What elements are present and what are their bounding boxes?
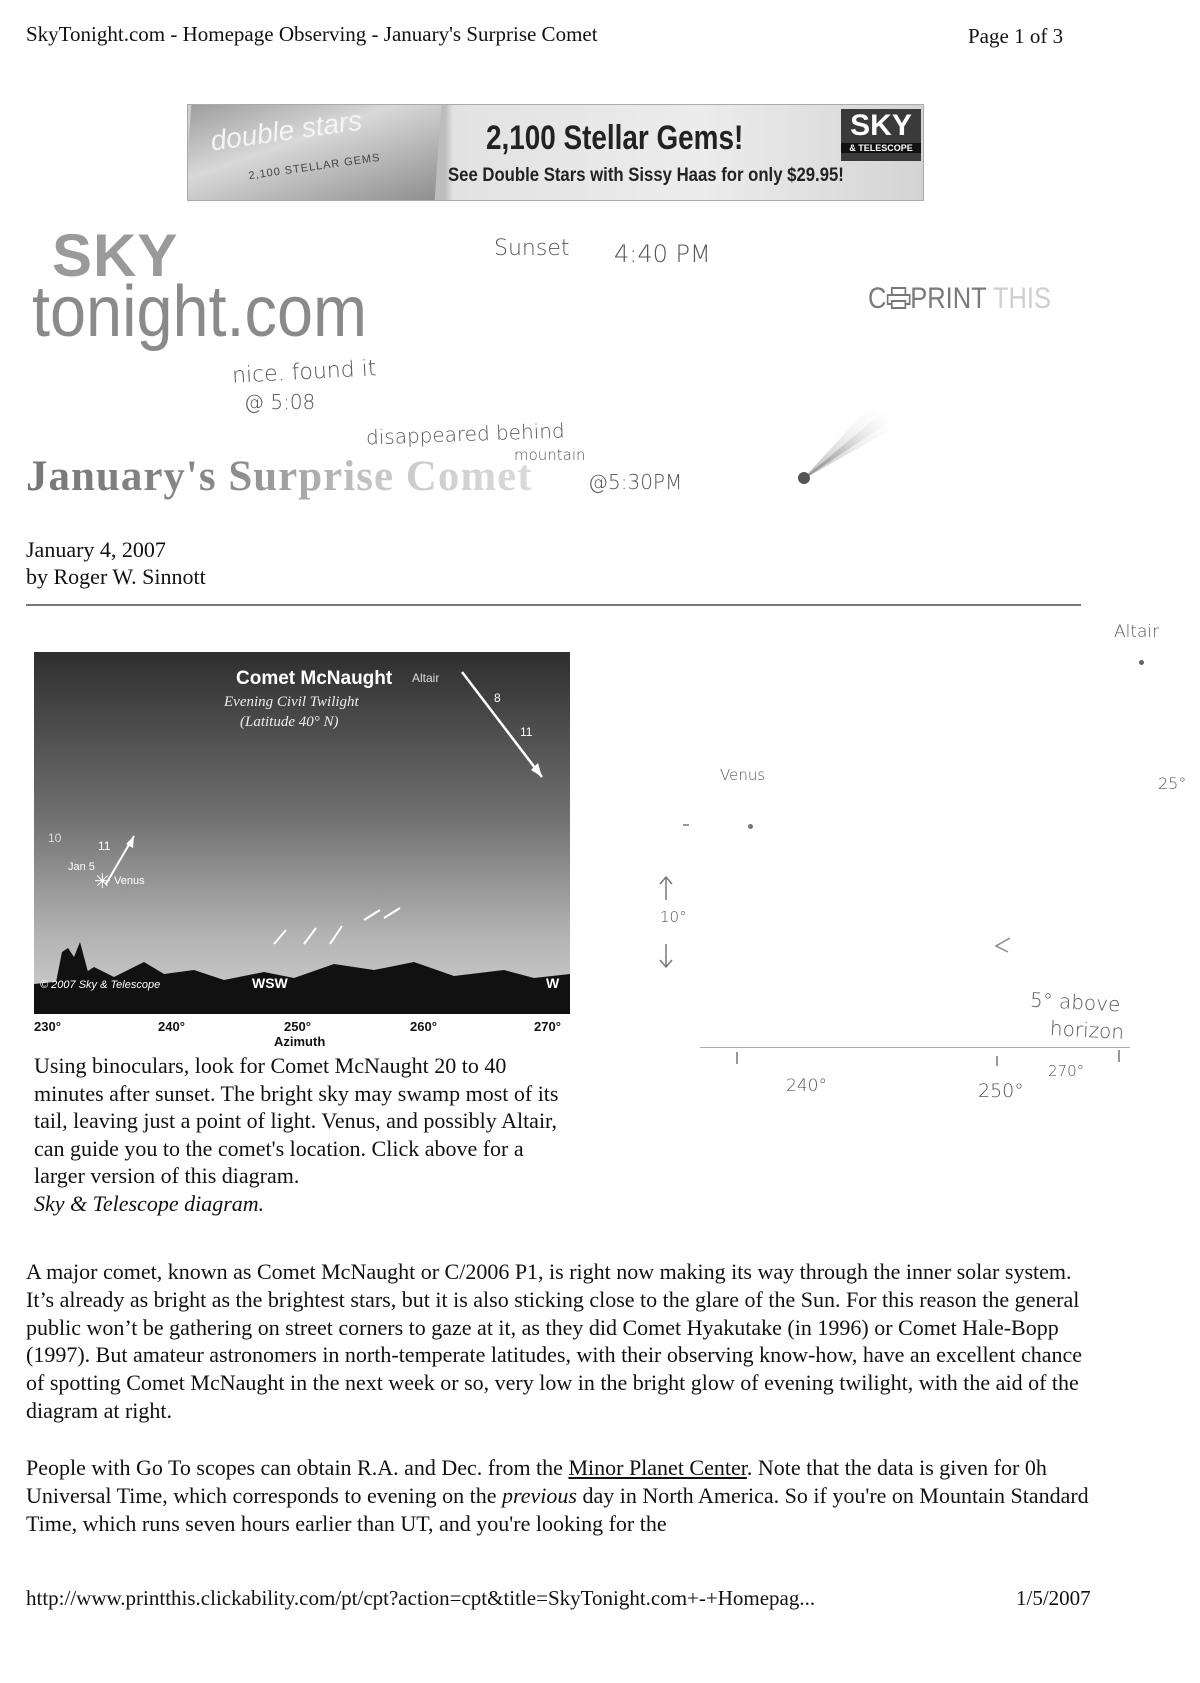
paragraph-2-c: day in North America. So if you're on Mountain Standard Time, which runs seven hours earlier than UT, and you're looking for the <box>26 1482 1089 1536</box>
note-deg270: 270° <box>1048 1062 1085 1080</box>
tick-250 <box>996 1056 998 1066</box>
comet-pointer-icon <box>990 934 1014 959</box>
article-date: January 4, 2007 <box>26 537 166 562</box>
note-altair: Altair <box>1114 622 1160 642</box>
up-arrow-icon <box>656 874 676 907</box>
figure-compass-w: W <box>546 975 560 991</box>
book-title: double stars <box>208 104 364 157</box>
article-author: by Roger W. Sinnott <box>26 564 206 589</box>
document-title: SkyTonight.com - Homepage Observing - January's Surprise Comet <box>26 22 598 46</box>
figure-title: Comet McNaught <box>236 668 393 689</box>
azimuth-tick-260: 260° <box>410 1019 437 1034</box>
print-this-c: C <box>868 282 887 315</box>
figure-caption <box>34 1052 579 1217</box>
figure-copyright: © 2007 Sky & Telescope <box>40 979 161 991</box>
footer-date: 1/5/2007 <box>1016 1586 1091 1610</box>
note-deg10: 10° <box>660 908 687 926</box>
note-nice-time: @ 5:08 <box>244 390 316 414</box>
azimuth-tick-250: 250° <box>284 1019 311 1034</box>
divider <box>26 604 1081 606</box>
figure-subtitle-2: (Latitude 40° N) <box>240 714 339 730</box>
figure-label-10: 10 <box>48 831 62 845</box>
sky-logo-main: SKY <box>850 109 912 142</box>
article-byline <box>26 536 206 590</box>
paragraph-2-a: People with Go To scopes can obtain R.A. and Dec. from the <box>26 1455 569 1480</box>
page-indicator: Page 1 of 3 <box>968 24 1064 48</box>
sky-telescope-logo <box>841 109 921 161</box>
note-mountain: mountain <box>514 446 586 464</box>
site-logo-tonight[interactable]: tonight.com <box>32 272 367 352</box>
note-disappeared: disappeared behind <box>365 418 565 450</box>
caption-credit: Sky & Telescope diagram. <box>34 1190 265 1216</box>
minor-planet-center-link[interactable]: Minor Planet Center <box>568 1455 747 1480</box>
figure-label-8: 8 <box>494 691 501 705</box>
altair-dot <box>1139 660 1144 665</box>
azimuth-axis-label: Azimuth <box>274 1034 326 1048</box>
down-arrow-icon <box>656 942 676 975</box>
note-deg25: 25° <box>1158 774 1187 793</box>
sky-logo-sub: & TELESCOPE <box>841 143 921 153</box>
azimuth-tick-230: 230° <box>34 1019 61 1034</box>
ad-subline: See Double Stars with Sissy Haas for only $29.95! <box>448 165 844 186</box>
note-venus: Venus <box>720 766 766 784</box>
figure-compass-wsw: WSW <box>252 975 288 991</box>
figure-label-11b: 11 <box>98 839 111 853</box>
note-above-2: horizon <box>1049 1016 1125 1044</box>
comet-icon <box>790 402 900 497</box>
article-title: January's Surprise Comet <box>26 453 533 500</box>
ad-banner[interactable] <box>187 104 924 201</box>
note-time-530: @5:30PM <box>588 470 683 494</box>
comet-finder-diagram[interactable] <box>34 652 570 1048</box>
horizon-line <box>700 1047 1130 1048</box>
figure-label-11: 11 <box>520 725 533 739</box>
note-sunset-time: 4:40 PM <box>614 240 711 268</box>
print-label: PRINT <box>910 282 987 315</box>
figure-label-venus: Venus <box>114 875 145 887</box>
paragraph-2 <box>26 1454 1096 1537</box>
paragraph-2-italic: previous <box>502 1482 577 1508</box>
book-subtitle: 2,100 STELLAR GEMS <box>247 151 382 183</box>
paragraph-1: A major comet, known as Comet McNaught or C/2006 P1, is right now making its way through the inner solar system. It’s already as bright as the brightest stars, but it is also sticking close to the glare of the Sun. For this reason the general public won’t be gathering on street corners to gaze at it, as they did Comet Hyakutake (in 1996) or Comet Hale-Bopp (1997). But amateur astronomers in north-temperate latitudes, with their observing know-how, have an excellent chance of spotting Comet McNaught in the next week or so, very low in the bright glow of evening twilight, with the aid of the diagram at right. <box>26 1259 1083 1423</box>
svg-text:✳: ✳ <box>94 869 111 893</box>
this-label: THIS <box>992 282 1051 315</box>
figure-subtitle-1: Evening Civil Twilight <box>224 694 359 710</box>
note-nice: nice. found it <box>231 356 378 389</box>
note-above-1: 5° above <box>1029 987 1121 1017</box>
figure-label-jan5: Jan 5 <box>68 861 95 873</box>
figure-label-altair: Altair <box>412 671 440 685</box>
printer-icon <box>886 283 910 317</box>
note-sunset: Sunset <box>494 236 570 261</box>
note-deg240: 240° <box>786 1076 827 1096</box>
ad-headline: 2,100 Stellar Gems! <box>486 119 744 157</box>
paragraph-2-b: . Note that the data is given for 0h Universal Time, which corresponds to evening on the <box>26 1455 1047 1508</box>
print-this-button[interactable] <box>868 282 1051 317</box>
tick-240 <box>736 1052 738 1064</box>
venus-dot <box>748 824 753 829</box>
note-deg250: 250° <box>978 1080 1024 1102</box>
site-logo-sky[interactable]: SKY <box>52 222 179 289</box>
venus-dash <box>683 824 689 826</box>
tick-270 <box>1118 1050 1120 1062</box>
azimuth-tick-240: 240° <box>158 1019 185 1034</box>
footer-url: http://www.printthis.clickability.com/pt/cpt?action=cpt&title=SkyTonight.com+-+Homepag... <box>26 1586 816 1610</box>
azimuth-tick-270: 270° <box>534 1019 561 1034</box>
caption-text: Using binoculars, look for Comet McNaught 20 to 40 minutes after sunset. The bright sky may swamp most of its tail, leaving just a point of light. Venus, and possibly Altair, can guide you to the comet's location. Click above for a larger version of this diagram. <box>34 1053 559 1188</box>
